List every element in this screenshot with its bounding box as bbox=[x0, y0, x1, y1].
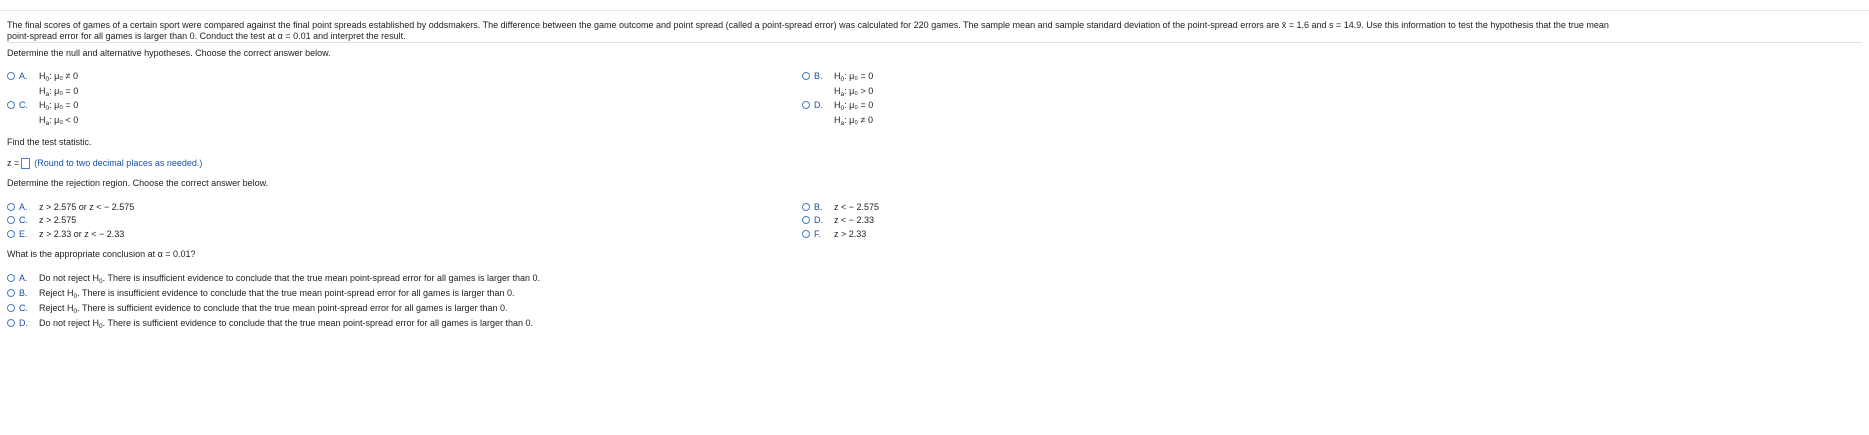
option-letter: C. bbox=[19, 303, 28, 313]
radio-button-icon[interactable] bbox=[7, 230, 15, 238]
alternative-hypothesis: $H_a$: μ₀ ≠ 0 bbox=[834, 114, 873, 127]
option-letter: C. bbox=[19, 100, 28, 110]
option-letter: B. bbox=[814, 202, 823, 212]
rejection-option-a[interactable] bbox=[7, 202, 134, 214]
radio-button-icon[interactable] bbox=[7, 274, 15, 282]
option-letter: F. bbox=[814, 229, 822, 239]
option-text: z < − 2.33 bbox=[834, 215, 875, 225]
radio-button-icon[interactable] bbox=[7, 203, 15, 211]
option-letter: C. bbox=[19, 215, 28, 225]
option-letter: D. bbox=[19, 318, 28, 328]
conclusion-option-a[interactable] bbox=[7, 273, 540, 288]
null-hypothesis: $H_0$: μ₀ ≠ 0 bbox=[39, 71, 78, 83]
top-divider bbox=[0, 10, 1869, 11]
null-hypothesis: $H_0$: μ₀ = 0 bbox=[39, 100, 79, 112]
z-answer-input[interactable] bbox=[21, 158, 30, 169]
conclusion-option-d[interactable] bbox=[7, 318, 533, 333]
option-text: z < − 2.575 bbox=[834, 202, 880, 212]
radio-button-icon[interactable] bbox=[802, 216, 810, 224]
alternative-hypothesis: $H_a$: μ₀ = 0 bbox=[39, 85, 79, 98]
radio-button-icon[interactable] bbox=[7, 216, 15, 224]
alternative-hypothesis: $H_a$: μ₀ > 0 bbox=[834, 85, 874, 98]
rejection-option-e[interactable] bbox=[7, 229, 124, 241]
radio-button-icon[interactable] bbox=[802, 72, 810, 80]
null-hypothesis: $H_0$: μ₀ = 0 bbox=[834, 100, 874, 112]
option-text: Reject $H_0$. There is sufficient evidence to conclude that the true mean point-spread error for all games is larger than 0. bbox=[39, 303, 508, 315]
radio-button-icon[interactable] bbox=[7, 289, 15, 297]
rejection-option-d[interactable] bbox=[802, 215, 874, 227]
problem-text-line-2: point-spread error for all games is larger than 0. Conduct the test at α = 0.01 and interpret the result. bbox=[7, 30, 406, 41]
test-statistic-row bbox=[7, 157, 202, 169]
option-text: Do not reject $H_0$. There is insufficient evidence to conclude that the true mean point-spread error for all games is larger than 0. bbox=[39, 273, 541, 285]
option-letter: A. bbox=[19, 273, 28, 283]
radio-button-icon[interactable] bbox=[7, 101, 15, 109]
option-text: z > 2.575 bbox=[39, 215, 77, 225]
radio-button-icon[interactable] bbox=[802, 101, 810, 109]
hypothesis-option-b[interactable] bbox=[802, 71, 873, 100]
option-text: z > 2.33 bbox=[834, 229, 867, 239]
hypotheses-prompt: Determine the null and alternative hypotheses. Choose the correct answer below. bbox=[7, 48, 331, 58]
option-letter: A. bbox=[19, 202, 28, 212]
radio-button-icon[interactable] bbox=[7, 304, 15, 312]
hypothesis-option-a[interactable] bbox=[7, 71, 78, 100]
z-label: z = bbox=[7, 158, 20, 168]
rejection-option-f[interactable] bbox=[802, 229, 866, 241]
problem-text-line-1: The final scores of games of a certain sport were compared against the final point spreads established by oddsmakers. The difference between the game outcome and point spread (called a point-spread error) was calculated for 220 games. The sample mean and sample standard deviation of the point-spread errors are x̄ = 1.6 and s = 14.9. Use this information to test the hypothesis that the true mean bbox=[7, 20, 1609, 30]
rounding-hint: (Round to two decimal places as needed.) bbox=[34, 158, 203, 168]
option-letter: E. bbox=[19, 229, 28, 239]
rejection-option-b[interactable] bbox=[802, 202, 879, 214]
option-letter: A. bbox=[19, 71, 28, 81]
rejection-option-c[interactable] bbox=[7, 215, 76, 227]
option-letter: D. bbox=[814, 100, 823, 110]
problem-statement bbox=[7, 20, 1862, 41]
hypothesis-option-d[interactable] bbox=[802, 100, 873, 129]
alternative-hypothesis: $H_a$: μ₀ < 0 bbox=[39, 114, 79, 127]
option-text: z > 2.575 or z < − 2.575 bbox=[39, 202, 135, 212]
conclusion-option-b[interactable] bbox=[7, 288, 515, 303]
radio-button-icon[interactable] bbox=[802, 230, 810, 238]
section-divider bbox=[7, 42, 1862, 43]
hypothesis-option-c[interactable] bbox=[7, 100, 78, 129]
conclusion-prompt: What is the appropriate conclusion at α = 0.01? bbox=[7, 249, 196, 259]
conclusion-option-c[interactable] bbox=[7, 303, 508, 318]
option-letter: B. bbox=[19, 288, 28, 298]
option-text: Do not reject $H_0$. There is sufficient evidence to conclude that the true mean point-spread error for all games is larger than 0. bbox=[39, 318, 534, 330]
rejection-region-prompt: Determine the rejection region. Choose the correct answer below. bbox=[7, 178, 269, 188]
radio-button-icon[interactable] bbox=[7, 72, 15, 80]
test-statistic-prompt: Find the test statistic. bbox=[7, 137, 92, 147]
radio-button-icon[interactable] bbox=[7, 319, 15, 327]
option-letter: B. bbox=[814, 71, 823, 81]
option-letter: D. bbox=[814, 215, 823, 225]
null-hypothesis: $H_0$: μ₀ = 0 bbox=[834, 71, 874, 83]
radio-button-icon[interactable] bbox=[802, 203, 810, 211]
option-text: z > 2.33 or z < − 2.33 bbox=[39, 229, 125, 239]
option-text: Reject $H_0$. There is insufficient evidence to conclude that the true mean point-spread error for all games is larger than 0. bbox=[39, 288, 515, 300]
